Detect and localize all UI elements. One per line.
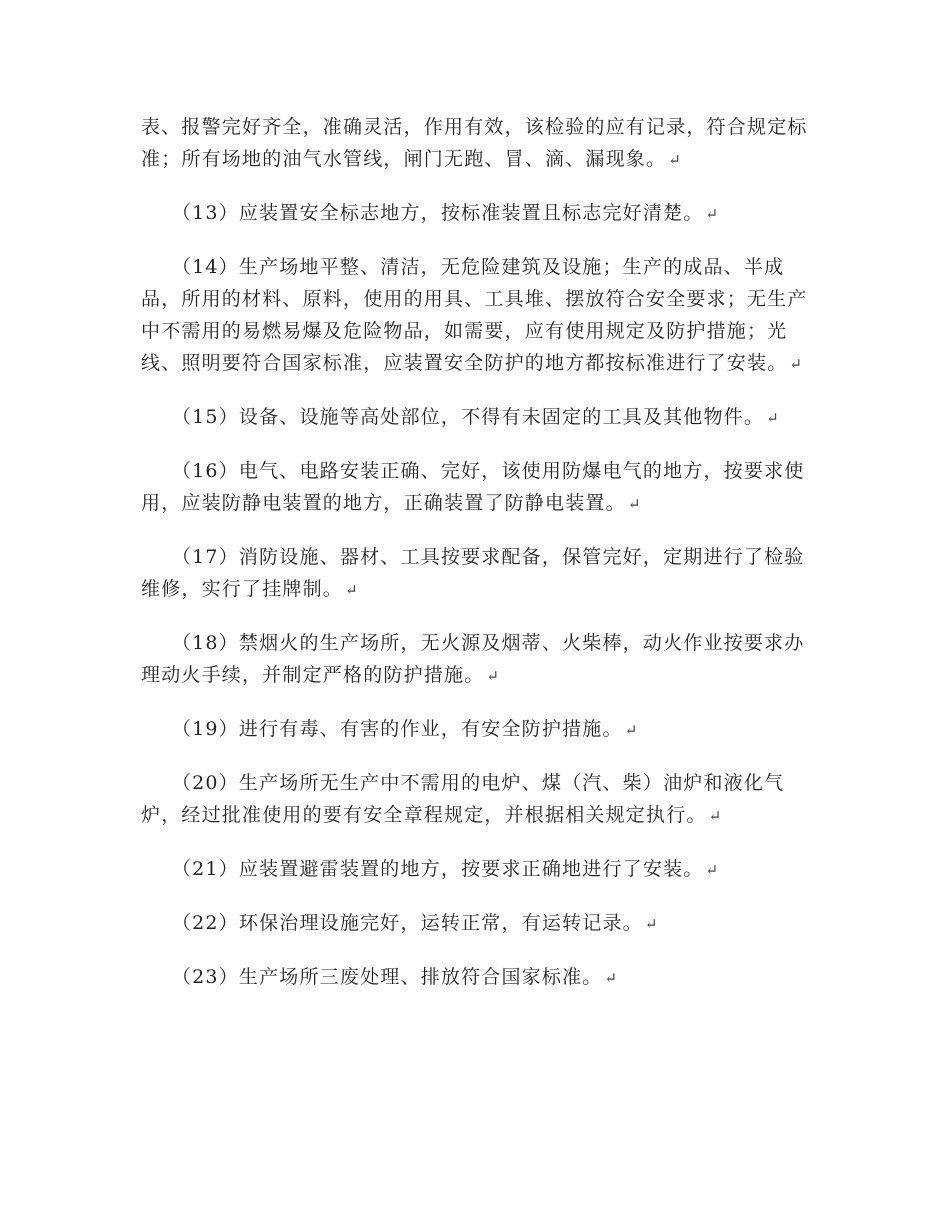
paragraph-item-14 xyxy=(141,251,816,380)
paragraph-text: （18）禁烟火的生产场所，无火源及烟蒂、火柴棒，动火作业按要求办理动火手续，并制定严格的防护措施。 xyxy=(141,632,805,686)
paragraph-text: （20）生产场所无生产中不需用的电炉、煤（汽、柴）油炉和液化气炉，经过批准使用的要有安全章程规定，并根据相关规定执行。 xyxy=(141,772,785,826)
paragraph-text: 表、报警完好齐全，准确灵活，作用有效，该检验的应有记录，符合规定标准；所有场地的油气水管线，闸门无跑、冒、滴、漏现象。 xyxy=(141,116,808,170)
paragraph-text: （17）消防设施、器材、工具按要求配备，保管完好，定期进行了检验维修，实行了挂牌制。 xyxy=(141,546,805,600)
paragraph-text: （19）进行有毒、有害的作业，有安全防护措施。 xyxy=(141,718,623,740)
document-body xyxy=(141,111,816,994)
paragraph-mark-icon: ↵ xyxy=(789,355,802,373)
paragraph-text: （16）电气、电路安装正确、完好，该使用防爆电气的地方，按要求使用，应装防静电装置的地方，正确装置了防静电装置。 xyxy=(141,460,805,514)
paragraph-mark-icon: ↵ xyxy=(668,151,681,169)
paragraph-item-22 xyxy=(141,907,816,940)
paragraph-mark-icon: ↵ xyxy=(766,409,779,427)
paragraph-item-17 xyxy=(141,541,816,606)
paragraph-item-21 xyxy=(141,853,816,886)
paragraph-item-20 xyxy=(141,767,816,832)
paragraph-item-19 xyxy=(141,713,816,746)
paragraph-text: （14）生产场地平整、清洁，无危险建筑及设施；生产的成品、半成品，所用的材料、原料，使用的用具、工具堆、摆放符合安全要求；无生产中不需用的易燃易爆及危险物品，如需要，应有使用规定及防护措施；光线、照明要符合国家标准，应装置安全防护的地方都按标准进行了安装。 xyxy=(141,256,808,374)
paragraph-mark-icon: ↵ xyxy=(705,861,719,879)
paragraph-mark-icon: ↵ xyxy=(705,205,719,223)
paragraph-mark-icon: ↵ xyxy=(486,667,499,685)
paragraph-item-18 xyxy=(141,627,816,692)
paragraph-continuation xyxy=(141,111,816,176)
paragraph-text: （22）环保治理设施完好，运转正常，有运转记录。 xyxy=(141,912,643,934)
paragraph-text: （21）应装置避雷装置的地方，按要求正确地进行了安装。 xyxy=(141,858,704,880)
paragraph-text: （23）生产场所三废处理、排放符合国家标准。 xyxy=(141,966,603,988)
paragraph-text: （15）设备、设施等高处部位，不得有未固定的工具及其他物件。 xyxy=(141,406,765,428)
paragraph-item-15 xyxy=(141,401,816,434)
paragraph-mark-icon: ↵ xyxy=(708,807,722,825)
paragraph-text: （13）应装置安全标志地方，按标准装置且标志完好清楚。 xyxy=(141,202,704,224)
paragraph-mark-icon: ↵ xyxy=(627,495,641,513)
paragraph-item-23 xyxy=(141,961,816,994)
paragraph-item-13 xyxy=(141,197,816,230)
paragraph-mark-icon: ↵ xyxy=(345,581,358,599)
paragraph-mark-icon: ↵ xyxy=(604,969,618,987)
paragraph-mark-icon: ↵ xyxy=(644,915,658,933)
paragraph-mark-icon: ↵ xyxy=(624,721,638,739)
paragraph-item-16 xyxy=(141,455,816,520)
